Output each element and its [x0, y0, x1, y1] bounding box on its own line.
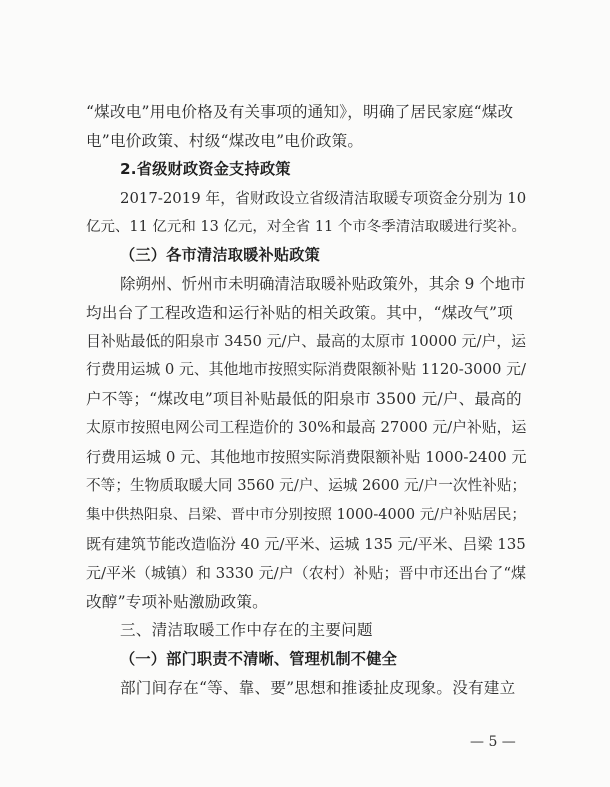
body-text-line: 元/平米（城镇）和 3330 元/户（农村）补贴；晋中市还出台了“煤	[86, 564, 527, 582]
body-text-line: 既有建筑节能改造临汾 40 元/平米、运城 135 元/平米、吕梁 135	[86, 535, 526, 553]
body-text-line: 电”电价政策、村级“煤改电”电价政策。	[86, 132, 364, 150]
body-text-line: 部门间存在“等、靠、要”思想和推诿扯皮现象。没有建立	[120, 679, 516, 697]
body-text-line: 不等；生物质取暖大同 3560 元/户、运城 2600 元/户一次性补贴；	[86, 477, 527, 494]
body-text-line: 2017-2019 年，省财政设立省级清洁取暖专项资金分别为 10	[120, 189, 527, 207]
body-text-line: 行费用运城 0 元、其他地市按照实际消费限额补贴 1000-2400 元	[86, 448, 527, 466]
page-number: — 5 —	[470, 734, 516, 750]
body-text-line: 亿元、11 亿元和 13 亿元，对全省 11 个市冬季清洁取暖进行奖补。	[86, 219, 526, 235]
body-text-line: 行费用运城 0 元、其他地市按照实际消费限额补贴 1120-3000 元/	[86, 361, 526, 378]
chapter-heading: 三、清洁取暖工作中存在的主要问题	[120, 621, 373, 639]
section-heading: （三）各市清洁取暖补贴政策	[120, 246, 321, 264]
body-text-line: 集中供热阳泉、吕梁、晋中市分别按照 1000-4000 元/户补贴居民；	[86, 507, 526, 523]
body-text-line: “煤改电”用电价格及有关事项的通知》，明确了居民家庭“煤改	[86, 103, 514, 121]
body-text-line: 除朔州、忻州市未明确清洁取暖补贴政策外，其余 9 个地市	[120, 275, 526, 293]
body-text-line: 目补贴最低的阳泉市 3450 元/户、最高的太原市 10000 元/户，运	[86, 333, 526, 350]
body-text-line: 改醇”专项补贴激励政策。	[86, 593, 268, 611]
subheading: 2.省级财政资金支持政策	[120, 160, 291, 178]
body-text-line: 太原市按照电网公司工程造价的 30%和最高 27000 元/户补贴，运	[86, 419, 527, 436]
body-text-line: 户不等；“煤改电”项目补贴最低的阳泉市 3500 元/户、最高的	[86, 390, 522, 408]
section-heading: （一）部门职责不清晰、管理机制不健全	[120, 650, 397, 668]
body-text-line: 均出台了工程改造和运行补贴的相关政策。其中，“煤改气”项	[86, 304, 513, 322]
